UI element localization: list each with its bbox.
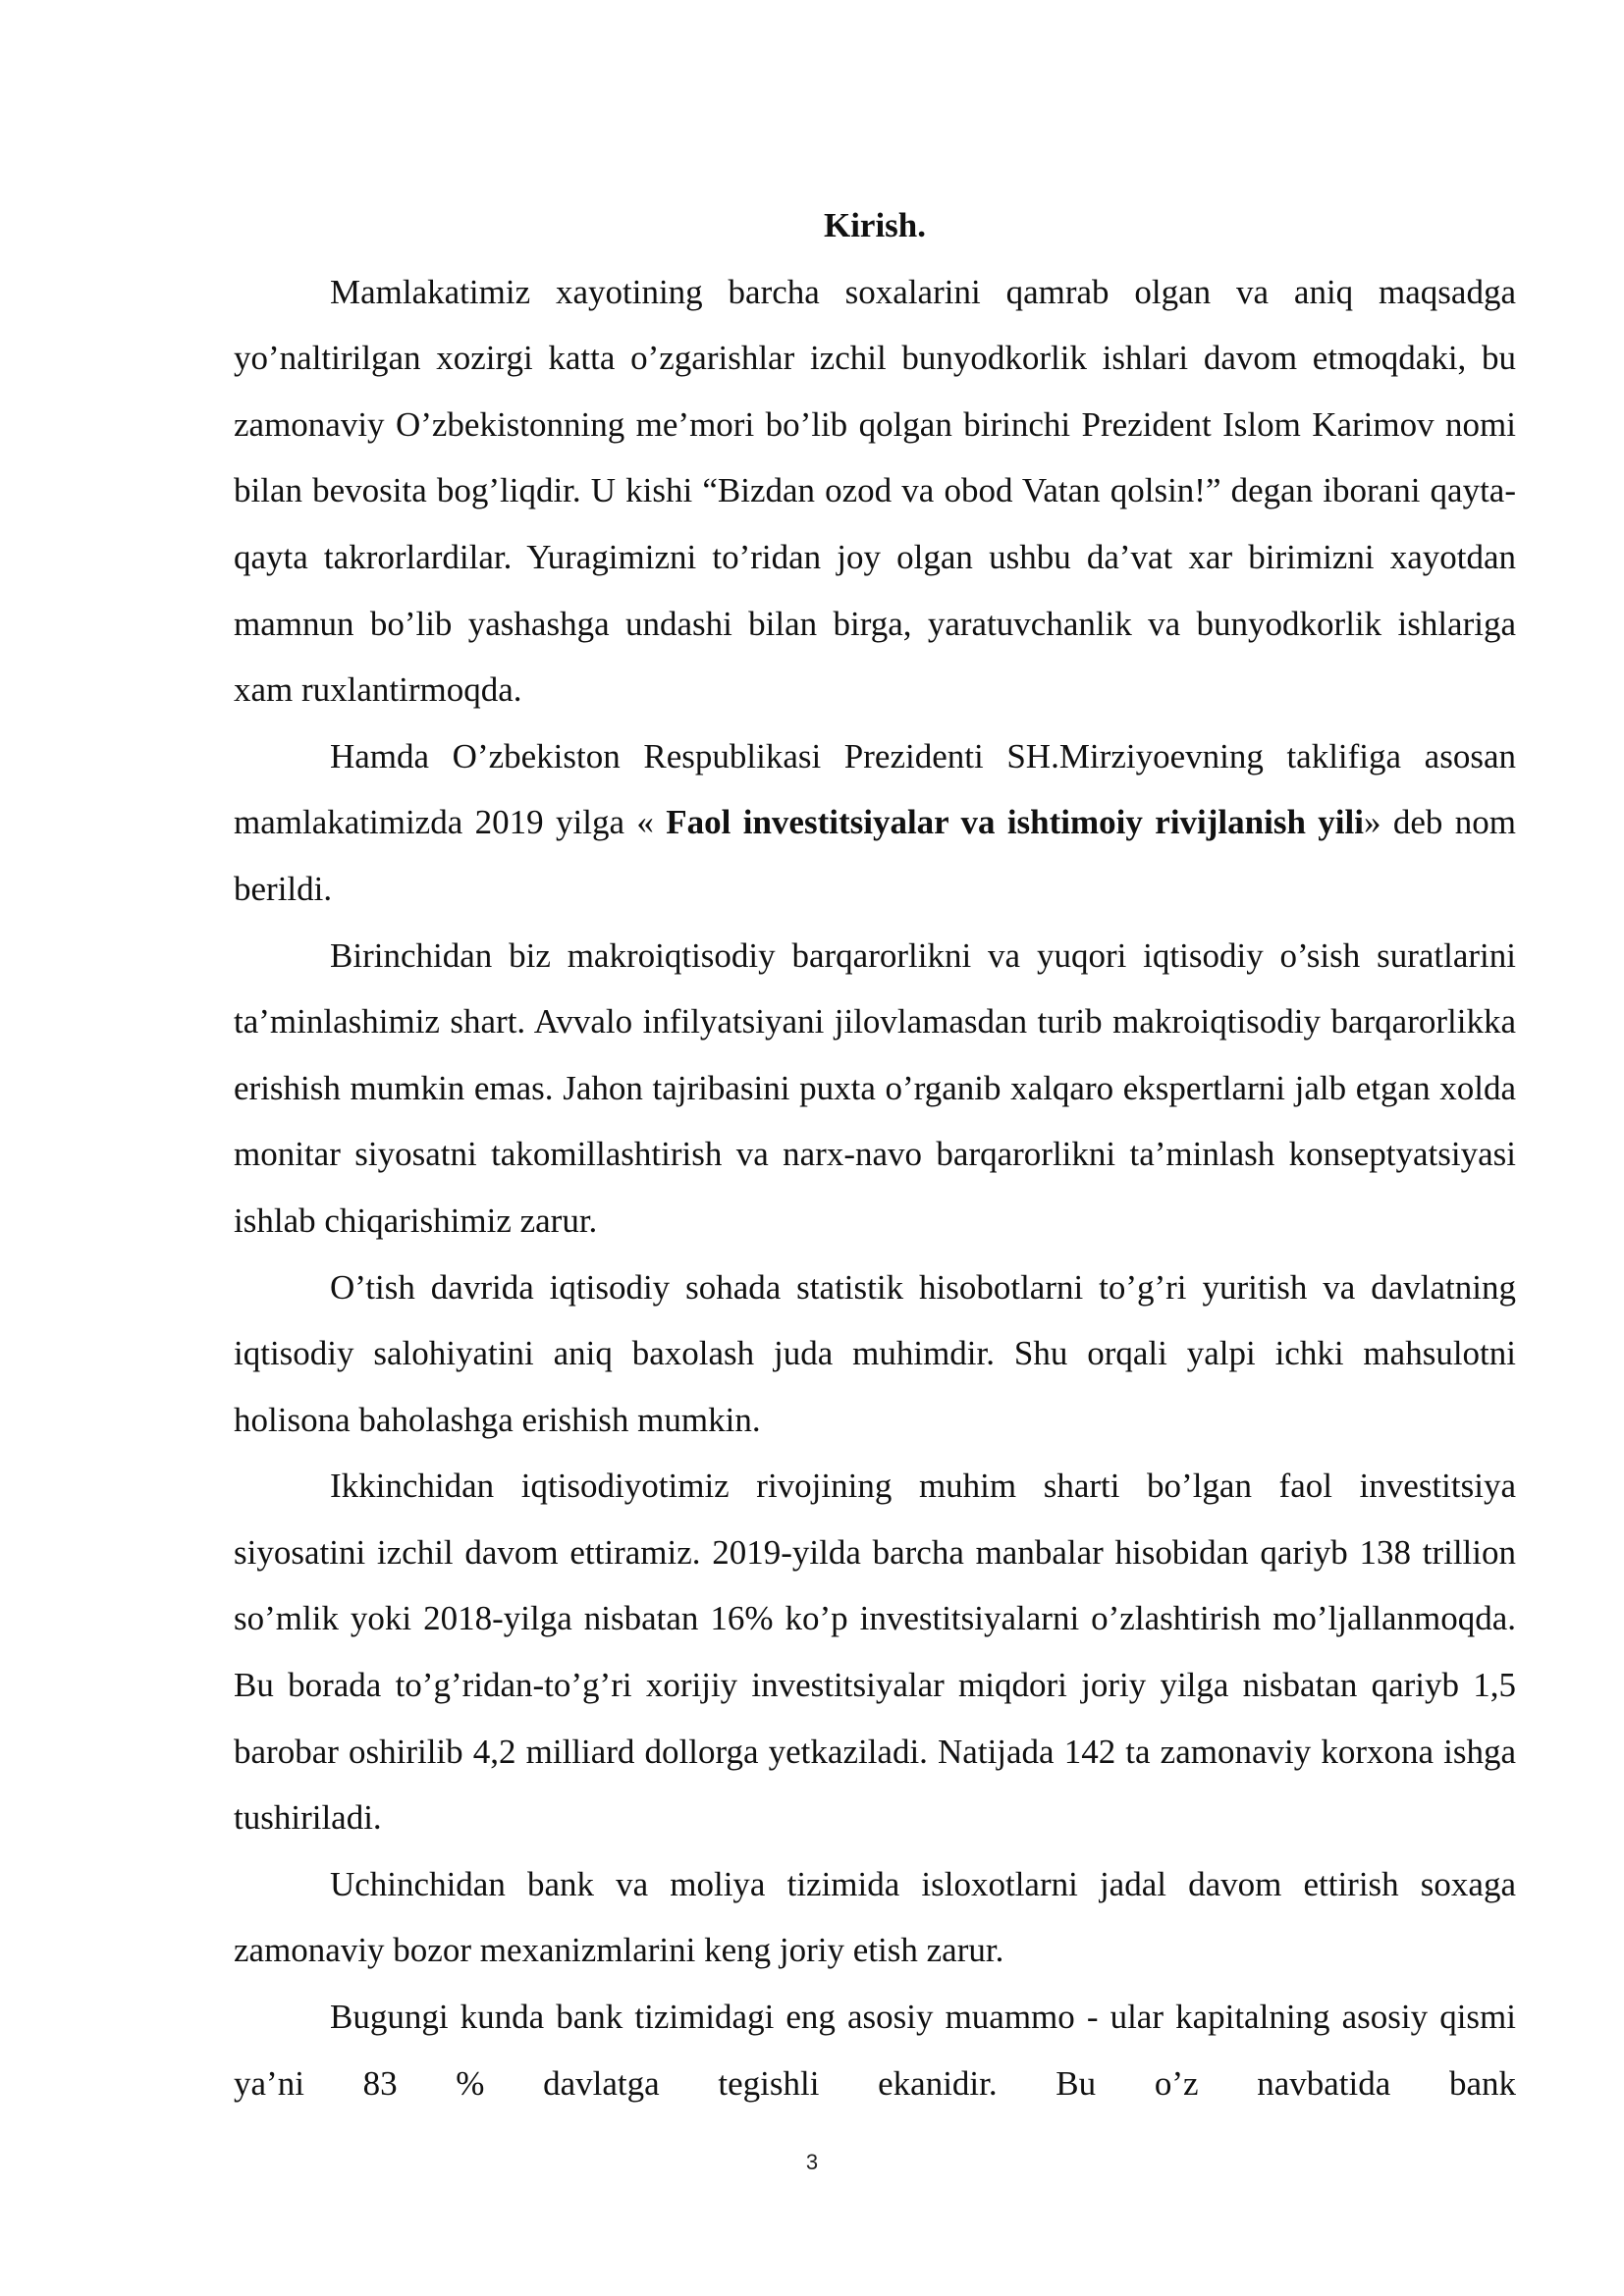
paragraph-year-naming-tail: » deb nom berildi. xyxy=(234,803,1516,908)
paragraph-intro: Mamlakatimiz xayotining barcha soxalarini qamrab olgan va aniq maqsadga yo’naltirilgan xozirgi katta o’zgarishlar izchil bunyodkorlik ishlari davom etmoqdaki, bu zamonaviy O’zbekistonning me’mori bo’lib qolgan birinchi Prezident Islom Karimov nomi bilan bevosita bog’liqdir. U kishi “Bizdan ozod va obod Vatan qolsin!” degan iborani qayta-qayta takrorlardilar. Yuragimizni to’ridan joy olgan ushbu da’vat xar birimizni xayotdan mamnun bo’lib yashashga undashi bilan birga, yaratuvchanlik va bunyodkorlik ishlariga xam ruxlantirmoqda. xyxy=(234,272,1516,710)
page-number: 3 xyxy=(805,2150,819,2174)
year-name-bold: Faol investitsiyalar va ishtimoiy rivijlanish yili xyxy=(666,803,1364,842)
paragraph-year-naming xyxy=(234,723,1516,923)
document-title: Kirish. xyxy=(823,206,927,244)
paragraph-first-priority: Birinchidan biz makroiqtisodiy barqarorlikni va yuqori iqtisodiy o’sish suratlarini ta’minlashimiz shart. Avvalo infilyatsiyani jilovlamasdan turib makroiqtisodiy barqarorlikka erishish mumkin emas. Jahon tajribasini puxta o’rganib xalqaro ekspertlarni jalb etgan xolda monitar siyosatni takomillashtirish va narx-navo barqarorlikni ta’minlash konseptyatsiyasi ishlab chiqarishimiz zarur. xyxy=(234,935,1516,1240)
paragraph-banking-reform: Uchinchidan bank va moliya tizimida isloxotlarni jadal davom ettirish soxaga zamonaviy bozor mexanizmlarini keng joriy etish zarur. xyxy=(234,1864,1516,1970)
paragraph-statistics: O’tish davrida iqtisodiy sohada statistik hisobotlarni to’g’ri yuritish va davlatning iqtisodiy salohiyatini aniq baxolash juda muhimdir. Shu orqali yalpi ichki mahsulotni holisona baholashga erishish mumkin. xyxy=(234,1267,1516,1439)
paragraph-year-naming-lead: Hamda O’zbekiston Respublikasi Prezidenti SH.Mirziyoevning taklifiga asosan mamlakatimizda 2019 yilga « xyxy=(234,736,1516,842)
paragraph-investment: Ikkinchidan iqtisodiyotimiz rivojining muhim sharti bo’lgan faol investitsiya siyosatini izchil davom ettiramiz. 2019-yilda barcha manbalar hisobidan qariyb 138 trillion so’mlik yoki 2018-yilga nisbatan 16% ko’p investitsiyalarni o’zlashtirish mo’ljallanmoqda. Bu borada to’g’ridan-to’g’ri xorijiy investitsiyalar miqdori joriy yilga nisbatan qariyb 1,5 barobar oshirilib 4,2 milliard dollorga yetkaziladi. Natijada 142 ta zamonaviy korxona ishga tushiriladi. xyxy=(234,1467,1516,1838)
document-body xyxy=(234,192,1516,2116)
paragraph-bank-problem: Bugungi kunda bank tizimidagi eng asosiy muammo - ular kapitalning asosiy qismi ya’ni 83 % davlatga tegishli ekanidir. Bu o’z navbatida bank xyxy=(234,1998,1516,2103)
